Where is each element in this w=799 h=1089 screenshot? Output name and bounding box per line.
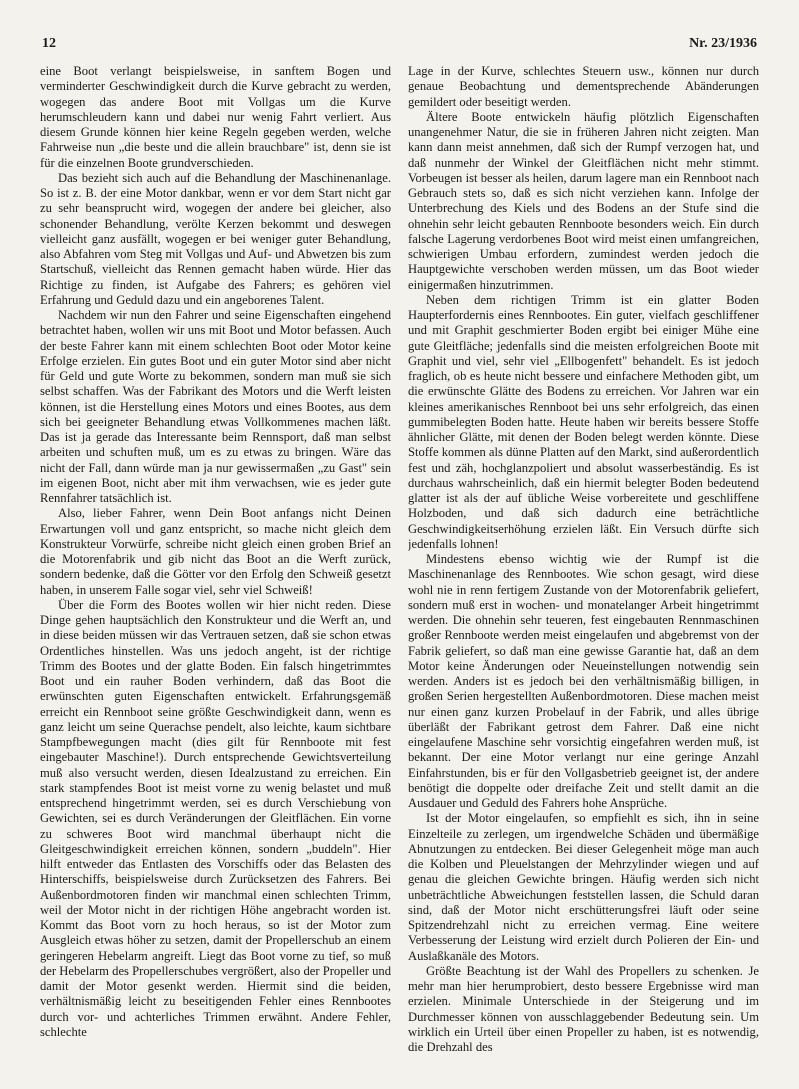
left-column bbox=[40, 64, 391, 1081]
paragraph: Also, lieber Fahrer, wenn Dein Boot anfangs nicht Deinen Erwartungen voll und ganz entspricht, so mache nicht gleich dem Konstrukteur Vorwürfe, schreibe nicht gleich einen groben Brief an die Motorenfabrik und gib nicht das Boot an die Werft zurück, sondern bedenke, daß die Götter vor den Erfolg den Schweiß gesetzt haben, in unserem Falle sogar viel, sehr viel Schweiß! bbox=[40, 506, 391, 597]
right-column bbox=[408, 64, 759, 1081]
paragraph: Neben dem richtigen Trimm ist ein glatter Boden Haupterfordernis eines Rennbootes. Ein guter, vielfach geschliffener und mit Graphit geschmierter Boden ergibt bei einiger Mühe eine gute Gleitfläche; jedenfalls sind die meisten erfolgreichen Boote mit Graphit und viel, sehr viel „Ellbogenfett" behandelt. Es ist jedoch fraglich, ob es heute nicht bessere und einfachere Methoden gibt, um die erwünschte Glätte des Bodens zu erreichen. Vor Jahren war ein kleines amerikanisches Rennboot bei uns sehr erfolgreich, das einen gummibelegten Boden hatte. Heute haben wir bereits bessere Stoffe ähnlicher Glätte, mit denen der Boden belegt werden könnte. Diese Stoffe kommen als dünne Platten auf den Markt, sind außerordentlich fest und zäh, hochglanzpoliert und absolut wasserbeständig. Es ist durchaus wahrscheinlich, daß ein hiermit belegter Boden bedeutend glatter ist als der auf übliche Weise vorbereitete und geschliffene Holzboden, und daß sich dadurch eine beträchtliche Geschwindigkeitserhöhung erzielen läßt. Ein Versuch dürfte sich jedenfalls lohnen! bbox=[408, 292, 759, 551]
paragraph: Mindestens ebenso wichtig wie der Rumpf ist die Maschinenanlage des Rennbootes. Wie schon gesagt, wird diese wohl nie in renn fertigem Zustande von der Motorenfabrik geliefert, sondern muß erst in wochen- und monatelanger Arbeit hingetrimmt werden. Die ohnehin sehr teueren, fest eingebauten Rennmaschinen großer Rennboote werden meist eingelaufen und abgebremst von der Fabrik geliefert, so daß man eine gewisse Garantie hat, daß an dem Motor keine Änderungen oder Neueinstellungen notwendig sein werden. Anders ist es jedoch bei den verhältnismäßig billigen, in großen Serien hergestellten Außenbordmotoren. Diese machen meist nur einen ganz kurzen Probelauf in der Fabrik, und alles übrige überläßt der Fabrikant getrost dem Fahrer. Daß eine nicht eingelaufene Maschine sehr vorsichtig eingefahren werden muß, ist bekannt. Der eine Motor verlangt nur eine geringe Anzahl Einfahrstunden, bis er für den Vollgasbetrieb geeignet ist, der andere benötigt die doppelte oder dreifache Zeit und stellt damit an die Ausdauer und Geduld des Fahrers hohe Ansprüche. bbox=[408, 552, 759, 810]
paragraph: Größte Beachtung ist der Wahl des Propellers zu schenken. Je mehr man hier herumprobiert, desto bessere Ergebnisse wird man erzielen. Minimale Unterschiede in der Steigerung und im Durchmesser können von ausschlaggebender Bedeutung sein. Um wirklich ein Urteil über einen Propeller zu haben, ist es notwendig, die Drehzahl des bbox=[408, 963, 759, 1054]
page-number: 12 bbox=[42, 36, 56, 51]
paragraph: Ältere Boote entwickeln häufig plötzlich Eigenschaften unangenehmer Natur, die sie in früheren Jahren nicht zeigten. Man kann dann meist annehmen, daß sich der Rumpf verzogen hat, und daß nunmehr der Winkel der Gleitflächen nicht mehr stimmt. Vorbeugen ist besser als heilen, darum lagere man ein Rennboot nach Gebrauch stets so, daß es sich nicht verziehen kann. Infolge der Unterbrechung des Kiels und des Bodens an der Stufe sind die ohnehin sehr leicht gebauten Rennboote besonders weich. Ein durch falsche Lagerung verdorbenes Boot wird meist einen umfangreichen, schwierigen Umbau erfordern, zumindest werden jedoch die Hauptgewichte verschoben werden müssen, um das Boot wieder einigermaßen hinzutrimmen. bbox=[408, 109, 759, 292]
page-header bbox=[42, 36, 757, 52]
paragraph: Das bezieht sich auch auf die Behandlung der Maschinenanlage. So ist z. B. der eine Motor dankbar, wenn er vor dem Start nicht gar zu sehr beansprucht wird, wogegen der andere bei gleicher, also schonender Behandlung, verölte Kerzen bekommt und deswegen vielleicht ganz ausfällt, wogegen er bei weniger guter Behandlung, also Abfahren vom Steg mit Vollgas und Auf- und Abwetzen bis zum Startschuß, vielleicht das Rennen gemacht haben würde. Hier das Richtige zu finden, ist Aufgabe des Fahrers; es gehören viel Erfahrung und Geduld dazu und ein angeborenes Talent. bbox=[40, 170, 391, 307]
paragraph: Über die Form des Bootes wollen wir hier nicht reden. Diese Dinge gehen hauptsächlich den Konstrukteur und die Werft an, und in diese beiden müssen wir das Vertrauen setzen, daß sie schon etwas Ordentliches hinstellen. Was uns jedoch angeht, ist der richtige Trimm des Bootes und der glatte Boden. Ein falsch hingetrimmtes Boot und ein rauher Boden verhindern, daß das Boot die erwünschten guten Eigenschaften entwickelt. Erfahrungsgemäß erreicht ein Rennboot seine größte Geschwindigkeit dann, wenn es ganz leicht um seine Querachse pendelt, also leichte, kaum sichtbare Stampfbewegungen macht (dies gilt für Rennboote mit fest eingebauter Maschine!). Durch entsprechende Gewichtsverteilung muß also versucht werden, diesen Idealzustand zu erreichen. Ein stark stampfendes Boot ist meist vorne zu wenig belastet und muß entsprechend hingetrimmt werden, sei es durch Verschiebung von Gewichten, sei es durch Veränderungen der Gleitflächen. Ein vorne zu schweres Boot wird manchmal überhaupt nicht die Gleitgeschwindigkeit erreichen können, sondern „buddeln". Hier hilft entweder das Entlasten des Vorschiffs oder das Belasten des Hinterschiffs, beispielsweise durch Zurücksetzen des Fahrers. Bei Außenbordmotoren finden wir manchmal einen schlechten Trimm, weil der Motor nicht in der richtigen Höhe angebracht worden ist. Kommt das Boot vorn zu hoch heraus, so ist der Motor zum Ausgleich etwas höher zu setzen, damit der Propellerschub an einem geringeren Hebelarm angreift. Liegt das Boot vorne zu tief, so muß der Hebelarm des Propellerschubes vergrößert, also der Propeller und damit der Motor gesenkt werden. Hiermit sind die beiden, verhältnismäßig leicht zu beseitigenden Fehler eines Rennbootes durch vor- und achterliches Trimmen erwähnt. Andere Fehler, schlechte bbox=[40, 597, 391, 1039]
paragraph: Nachdem wir nun den Fahrer und seine Eigenschaften eingehend betrachtet haben, wollen wir uns mit Boot und Motor befassen. Auch der beste Fahrer kann mit einem schlechten Boot oder Motor keine Erfolge erzielen. Ein gutes Boot und ein guter Motor sind aber nicht für Geld und gute Worte zu bekommen, sondern man muß sie sich selbst schaffen. Was der Fabrikant des Motors und die Werft leisten können, ist die Herstellung eines Motors und eines Bootes, aus dem sich bei geeigneter Behandlung etwas Vollkommenes machen läßt. Das ist ja gerade das Interessante beim Rennsport, daß man selbst arbeiten und schuften muß, um es zu etwas zu bringen. Wäre das nicht der Fall, dann würde man ja nur gewissermaßen „zu Gast" sein im eigenen Boot, nicht aber mit ihm verwachsen, wie es jeder gute Rennfahrer tatsächlich ist. bbox=[40, 308, 391, 505]
issue-number: Nr. 23/1936 bbox=[689, 36, 757, 51]
paragraph: eine Boot verlangt beispielsweise, in sanftem Bogen und verminderter Geschwindigkeit durch die Kurve gebracht zu werden, wogegen das andere Boot mit Vollgas um die Kurve herumschleudern kann und dabei nur wenig Fahrt verliert. Aus diesem Grunde können hier keine Regeln gegeben werden, welche Fahrweise nun „die beste und die allein brauchbare" ist, denn sie ist für die einzelnen Boote grundverschieden. bbox=[40, 64, 391, 170]
text-columns bbox=[40, 64, 759, 1081]
paragraph: Lage in der Kurve, schlechtes Steuern usw., können nur durch genaue Beobachtung und dementsprechende Abänderungen gemildert oder beseitigt werden. bbox=[408, 64, 759, 109]
paragraph: Ist der Motor eingelaufen, so empfiehlt es sich, ihn in seine Einzelteile zu zerlegen, um irgendwelche Schäden und übermäßige Abnutzungen zu entdecken. Bei dieser Gelegenheit möge man auch die Kolben und Pleuelstangen der Mehrzylinder wiegen und auf genau die gleichen Gewichte bringen. Häufig werden sich nicht unbeträchtliche Abweichungen feststellen lassen, die Schuld daran sind, daß der Motor nicht erschütterungsfrei läuft oder seine Spitzendrehzahl nicht zu erreichen vermag. Eine weitere Verbesserung der Leistung wird erzielt durch Polieren der Ein- und Auslaßkanäle des Motors. bbox=[408, 811, 759, 963]
